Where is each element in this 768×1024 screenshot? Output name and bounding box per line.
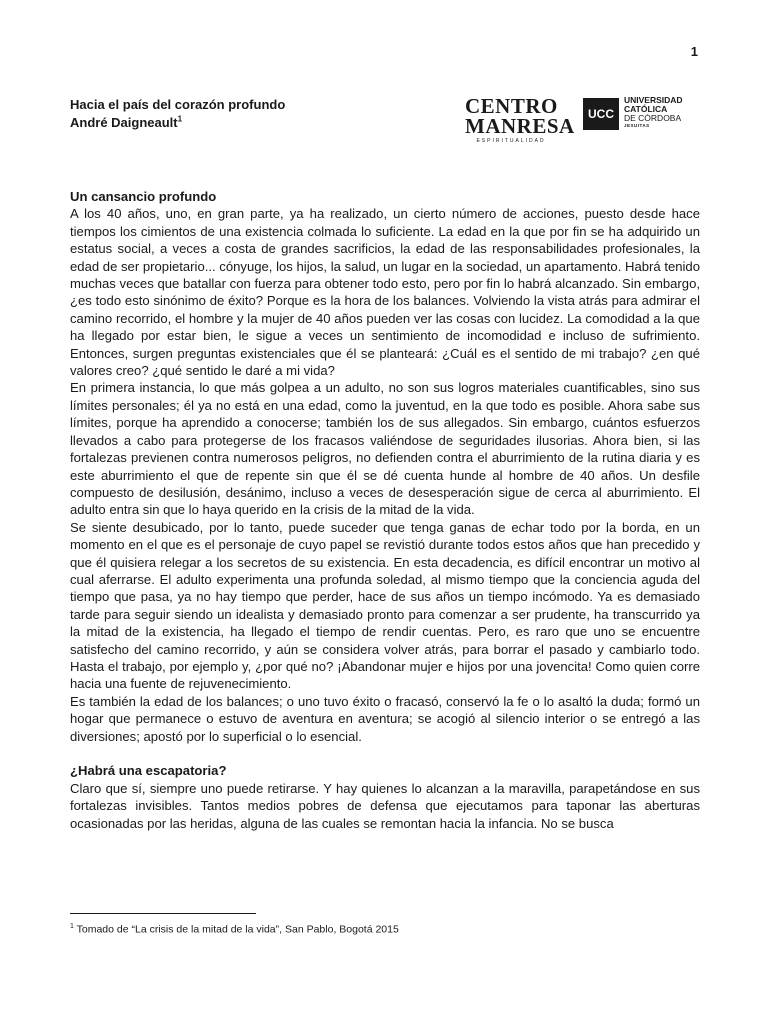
footnote-ref: 1 [177,114,183,124]
paragraph: A los 40 años, uno, en gran parte, ya ha realizado, un cierto número de acciones, puesto desde hace tiempos los cimientos de una existencia colmada lo suficiente. La edad en la que por fin se ha adquirido un estatus social, a veces a costa de grandes sacrificios, la edad de las responsabilidades profesionales, la edad de ser propietario... cónyuge, los hijos, la salud, un lugar en la sociedad, un apartamento. Habrá tenido muchas veces que batallar con fuerza para obtener todo esto, pero por fin lo habrá alcanzado. Sin embargo, ¿es todo esto sinónimo de éxito? Porque es la hora de los balances. Volviendo la vista atrás para admirar el camino recorrido, el hombre y la mujer de 40 años pueden ver las cosas con lucidez. La comodidad a la que ha llegado por estar bien, le sigue a veces un sentimiento de incomodidad e incluso de sufrimiento. Entonces, surgen preguntas existenciales que él se planteará: ¿Cuál es el sentido de mi trabajo? ¿en qué valores creo? ¿qué sentido le daré a mi vida? [70,206,700,379]
footnote [70,920,700,937]
page-number: 1 [690,44,698,59]
ucc-logo [583,96,723,132]
ucc-mark: UCC [583,98,619,130]
ucc-wordmark [624,96,683,129]
paragraph: Es también la edad de los balances; o uno tuvo éxito o fracasó, conservó la fe o lo asaltó la duda; formó un hogar que permanece o estuvo de aventura en aventura; se acogió al silencio interior o se entregó a las diversiones; apostó por lo superficial o lo esencial. [70,693,700,744]
document-title: Hacia el país del corazón profundo [70,97,286,112]
paragraph: En primera instancia, lo que más golpea a un adulto, no son sus logros materiales cuantificables, sino sus límites personales; él ya no está en una edad, como la juventud, en la que todo es posible. Ahora sabe sus límites, porque ha aprendido a conocerse; también los de sus allegados. Sin embargo, cuántos esfuerzos llevados a cabo para protegerse de los fracasos valiéndose de seguridades ilusorias. Ahora bien, si las fortalezas previenen contra numerosos peligros, no defienden contra el aburrimiento de la rutina diaria y es este aburrimiento el que de repente sin que él se dé cuenta hunde al hombre de 40 años. Un desfile compuesto de desilusión, desánimo, incluso a veces de desesperación sigue de cerca al aburrimiento. El adulto entra sin que lo haya querido en la crisis de la mitad de la vida. [70,380,700,518]
ucc-line4: JESUITAS [624,123,650,128]
paragraph: Claro que sí, siempre uno puede retirarse. Y hay quienes lo alcanzan a la maravilla, parapetándose en sus fortalezas invisibles. Tantos medios pobres de defensa que ejecutamos para taponar las aberturas ocasionadas por las heridas, alguna de las cuales se remontan hacia la infancia. No se busca [70,780,700,831]
footnote-text: Tomado de “La crisis de la mitad de la vida”, San Pablo, Bogotá 2015 [73,923,399,936]
section-heading: ¿Habrá una escapatoria? [70,763,227,779]
footnote-divider [70,913,256,914]
ucc-line2: CATÓLICA [624,104,668,114]
manresa-logo-line1: CENTRO [465,94,558,118]
section-spacer [70,745,700,762]
ucc-line3: DE CÓRDOBA [624,113,682,123]
manresa-logo-line3: ESPIRITUALIDAD [476,138,546,144]
author-name: André Daigneault [70,115,178,130]
footnote-number: 1 [70,923,74,930]
document-header [70,96,700,146]
section-heading: Un cansancio profundo [70,189,217,204]
paragraph: Se siente desubicado, por lo tanto, puede suceder que tenga ganas de echar todo por la borda, en un momento en el que es el personaje de cuyo papel se revistió durante todos estos años que han precedido y que él quisiera relegar a los secretos de su existencia. En esta decadencia, es difícil encontrar un motivo al cual aferrarse. El adulto experimenta una profunda soledad, al mismo tiempo que la conciencia aguda del tiempo que pasa, ya no hay tiempo que perder, hace de sus años un tiempo incómodo. Ya es demasiado tarde para seguir siendo un idealista y demasiado pronto para comenzar a ser prudente, ha transcurrido ya la mitad de la existencia, ha llegado el tiempo de rendir cuentas. Pero, es raro que uno se encuentre satisfecho del camino recorrido, y aún se considera volver atrás, para borrar el pasado y cambiarlo todo. Hasta el trabajo, por ejemplo y, ¿por qué no? ¡Abandonar mujer e hijos por una jovencita! Como quien corre hacia una fuente de rejuvenecimiento. [70,519,700,692]
centro-manresa-logo [465,94,575,144]
document-body [70,188,700,832]
ucc-line1: UNIVERSIDAD [624,95,683,105]
manresa-logo-line2: MANRESA [465,114,575,138]
